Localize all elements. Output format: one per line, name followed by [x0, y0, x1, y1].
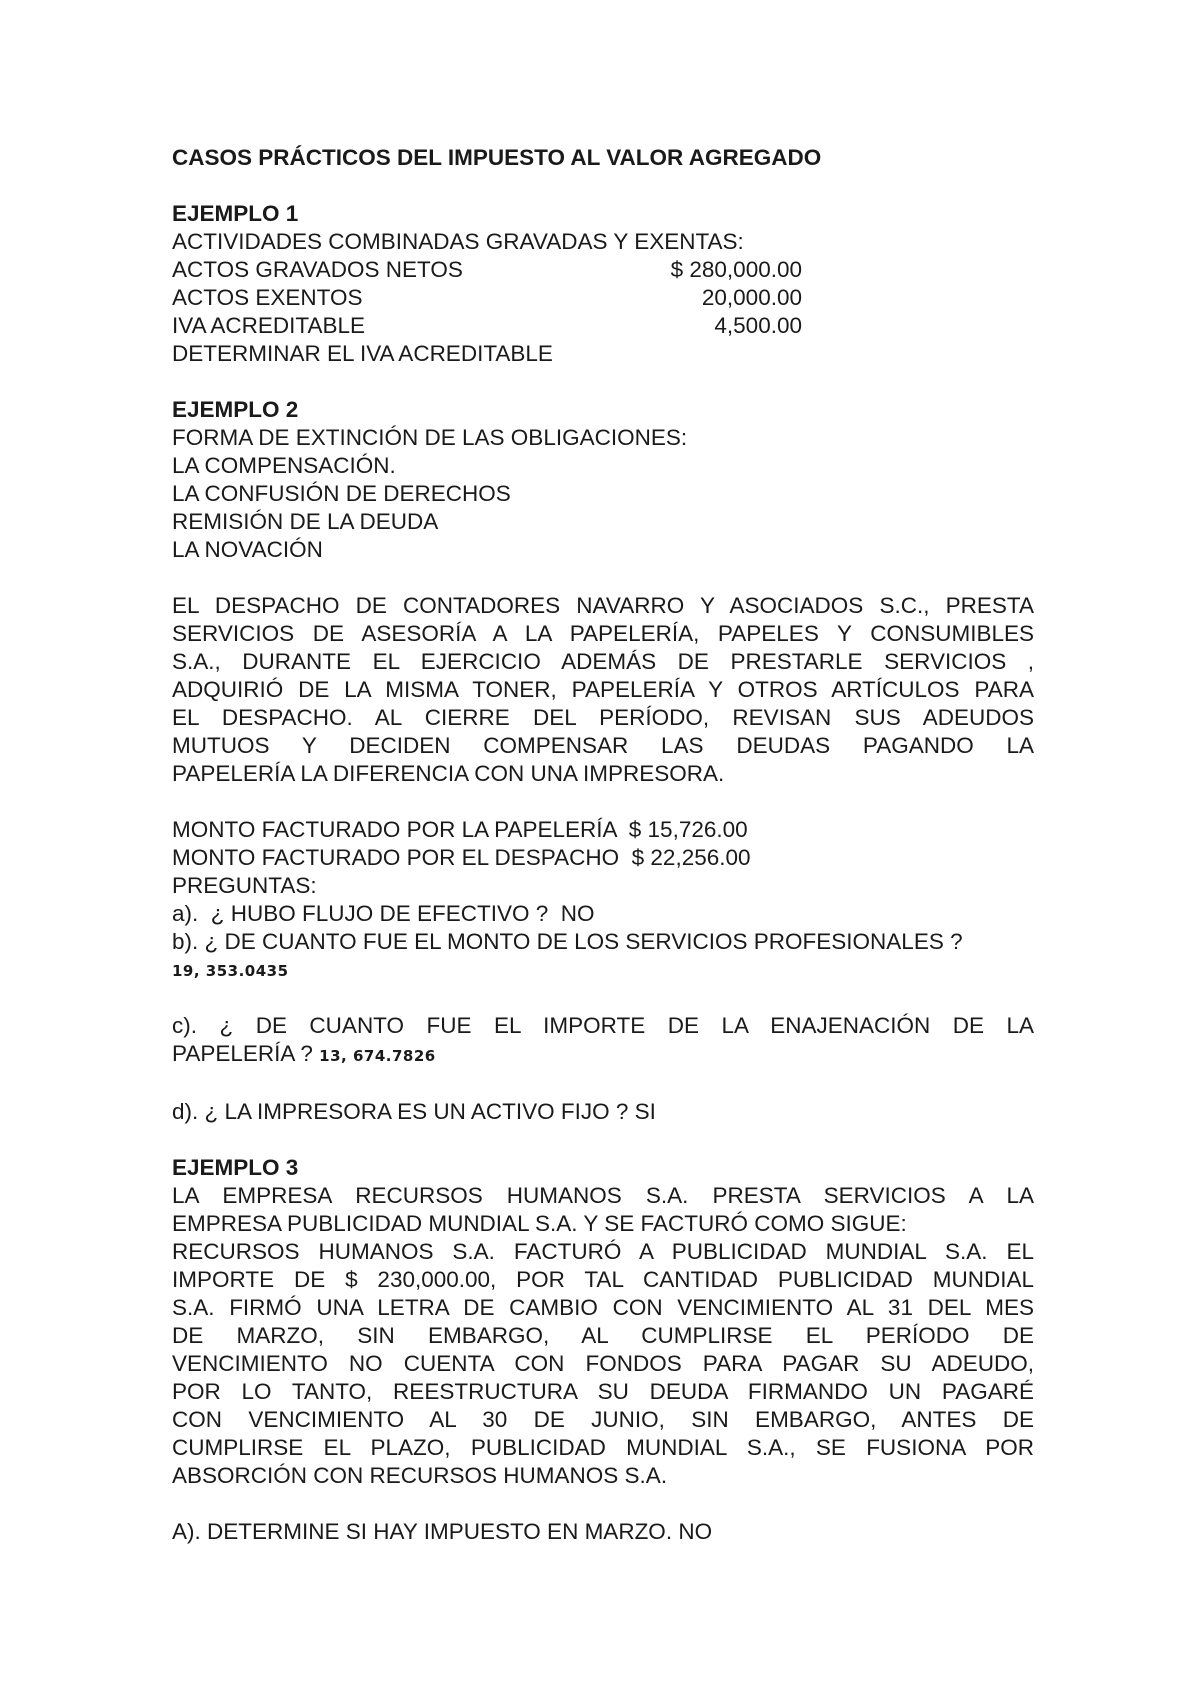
row-value: 4,500.00 [714, 313, 802, 338]
question-d: d). ¿ LA IMPRESORA ES UN ACTIVO FIJO ? SI [172, 1099, 656, 1124]
paragraph-line: CON VENCIMIENTO AL 30 DE JUNIO, SIN EMBARGO, ANTES DE [172, 1407, 1034, 1432]
spacer [172, 788, 1034, 816]
ejemplo-2-paragraph [172, 592, 1034, 788]
row-label: ACTOS EXENTOS [172, 285, 363, 310]
spacer [172, 564, 1034, 592]
question-a: a). ¿ HUBO FLUJO DE EFECTIVO ? NO [172, 901, 595, 926]
ejemplo-1-row [172, 312, 1034, 340]
list-item: REMISIÓN DE LA DEUDA [172, 509, 439, 534]
list-item: LA CONFUSIÓN DE DERECHOS [172, 481, 511, 506]
list-item: LA COMPENSACIÓN. [172, 453, 396, 478]
ejemplo-1-row [172, 256, 1034, 284]
paragraph-line: LA EMPRESA RECURSOS HUMANOS S.A. PRESTA SERVICIOS A LA [172, 1183, 1034, 1208]
question-c-line: c). ¿ DE CUANTO FUE EL IMPORTE DE LA ENAJENACIÓN DE LA [172, 1013, 1034, 1038]
question-b-answer: 19, 353.0435 [172, 962, 289, 980]
document-title: CASOS PRÁCTICOS DEL IMPUESTO AL VALOR AGREGADO [172, 145, 822, 170]
questions-label: PREGUNTAS: [172, 873, 317, 898]
document-page [172, 144, 1034, 1546]
paragraph-line: EL DESPACHO DE CONTADORES NAVARRO Y ASOCIADOS S.C., PRESTA [172, 593, 1034, 618]
paragraph-line: CUMPLIRSE EL PLAZO, PUBLICIDAD MUNDIAL S.A., SE FUSIONA POR [172, 1435, 1034, 1460]
ejemplo-3-section [172, 1154, 1034, 1546]
ejemplo-1-row [172, 284, 1034, 312]
paragraph-line: IMPORTE DE $ 230,000.00, POR TAL CANTIDAD PUBLICIDAD MUNDIAL [172, 1267, 1034, 1292]
question-c [172, 1012, 1034, 1070]
ejemplo-3-paragraph [172, 1182, 1034, 1490]
amount-line: MONTO FACTURADO POR LA PAPELERÍA $ 15,726.00 [172, 817, 748, 842]
paragraph-line: DE MARZO, SIN EMBARGO, AL CUMPLIRSE EL PERÍODO DE [172, 1323, 1034, 1348]
list-item: LA NOVACIÓN [172, 537, 323, 562]
ejemplo-3-heading: EJEMPLO 3 [172, 1155, 299, 1180]
paragraph-line: SERVICIOS DE ASESORÍA A LA PAPELERÍA, PAPELES Y CONSUMIBLES [172, 621, 1034, 646]
paragraph-line: VENCIMIENTO NO CUENTA CON FONDOS PARA PAGAR SU ADEUDO, [172, 1351, 1034, 1376]
paragraph-line: PAPELERÍA LA DIFERENCIA CON UNA IMPRESORA. [172, 761, 725, 786]
question-c-answer: 13, 674.7826 [319, 1047, 436, 1065]
row-value: $ 280,000.00 [670, 257, 802, 282]
paragraph-line: EMPRESA PUBLICIDAD MUNDIAL S.A. Y SE FACTURÓ COMO SIGUE: [172, 1211, 907, 1236]
amount-line: MONTO FACTURADO POR EL DESPACHO $ 22,256.00 [172, 845, 751, 870]
paragraph-line: S.A., DURANTE EL EJERCICIO ADEMÁS DE PRESTARLE SERVICIOS , [172, 649, 1034, 674]
row-value: 20,000.00 [701, 285, 802, 310]
ejemplo-2-heading: EJEMPLO 2 [172, 397, 299, 422]
row-label: IVA ACREDITABLE [172, 313, 365, 338]
list-item: FORMA DE EXTINCIÓN DE LAS OBLIGACIONES: [172, 425, 688, 450]
paragraph-line: EL DESPACHO. AL CIERRE DEL PERÍODO, REVISAN SUS ADEUDOS [172, 705, 1034, 730]
spacer [172, 1490, 1034, 1518]
ejemplo-2-section [172, 396, 1034, 1126]
ejemplo-1-heading: EJEMPLO 1 [172, 201, 299, 226]
spacer [172, 368, 1034, 396]
spacer [172, 172, 1034, 200]
paragraph-line: S.A. FIRMÓ UNA LETRA DE CAMBIO CON VENCIMIENTO AL 31 DEL MES [172, 1295, 1034, 1320]
ejemplo-1-section [172, 200, 1034, 368]
question-c-text: PAPELERÍA ? [172, 1041, 320, 1066]
question-b: b). ¿ DE CUANTO FUE EL MONTO DE LOS SERVICIOS PROFESIONALES ? [172, 929, 963, 954]
paragraph-line: MUTUOS Y DECIDEN COMPENSAR LAS DEUDAS PAGANDO LA [172, 733, 1034, 758]
question-b-answer-line [172, 956, 1034, 984]
paragraph-line: RECURSOS HUMANOS S.A. FACTURÓ A PUBLICIDAD MUNDIAL S.A. EL [172, 1239, 1034, 1264]
spacer [172, 1126, 1034, 1154]
ejemplo-1-task: DETERMINAR EL IVA ACREDITABLE [172, 341, 553, 366]
question-c-line-2 [172, 1040, 1034, 1070]
paragraph-line: ABSORCIÓN CON RECURSOS HUMANOS S.A. [172, 1463, 668, 1488]
paragraph-line: ADQUIRIÓ DE LA MISMA TONER, PAPELERÍA Y OTROS ARTÍCULOS PARA [172, 677, 1034, 702]
ejemplo-1-intro: ACTIVIDADES COMBINADAS GRAVADAS Y EXENTAS: [172, 229, 744, 254]
ejemplo-3-question-a: A). DETERMINE SI HAY IMPUESTO EN MARZO. NO [172, 1519, 713, 1544]
spacer [172, 1070, 1034, 1098]
row-label: ACTOS GRAVADOS NETOS [172, 257, 463, 282]
paragraph-line: POR LO TANTO, REESTRUCTURA SU DEUDA FIRMANDO UN PAGARÉ [172, 1379, 1034, 1404]
spacer [172, 984, 1034, 1012]
